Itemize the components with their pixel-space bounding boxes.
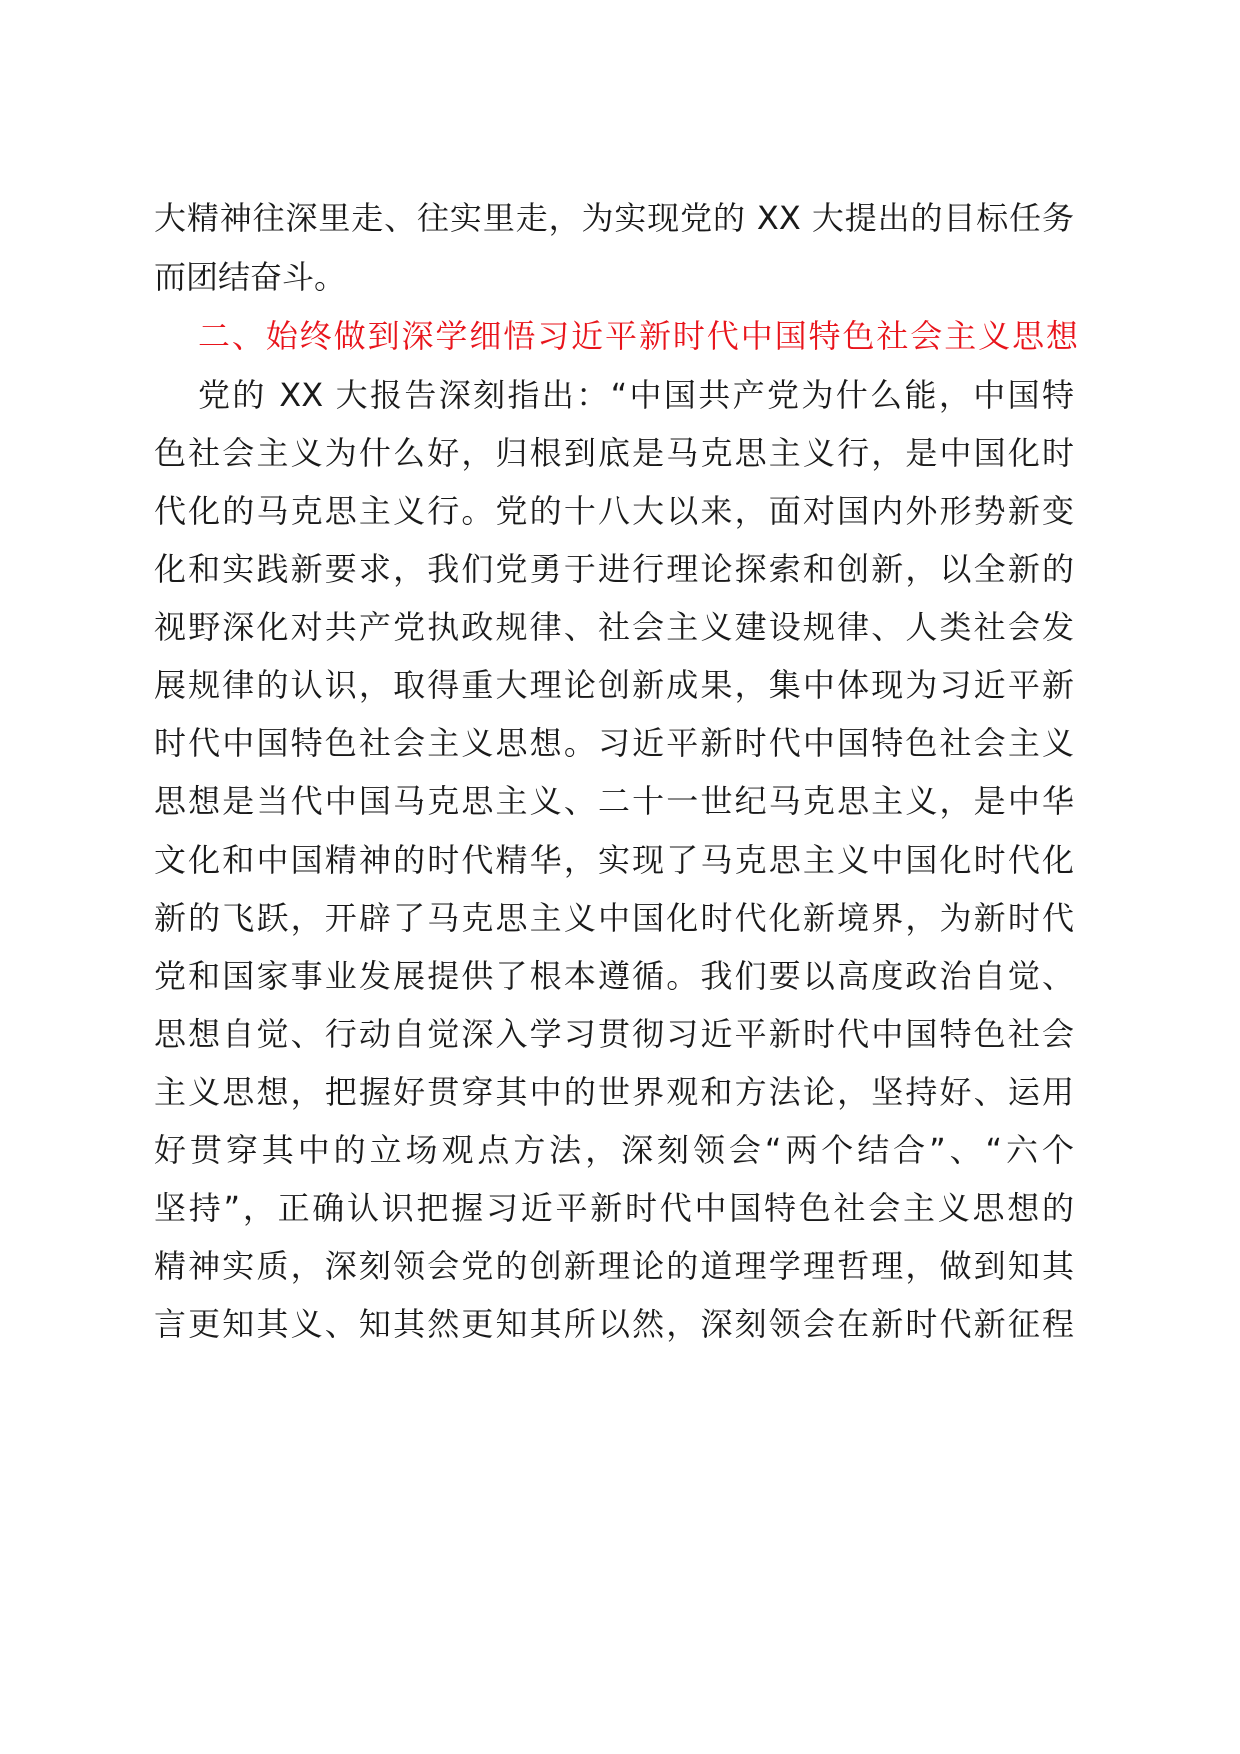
text-line: 时代中国特色社会主义思想。习近平新时代中国特色社会主义 <box>154 724 1074 762</box>
section-heading: 二、始终做到深学细悟习近平新时代中国特色社会主义思想 <box>198 317 1078 355</box>
text-line: 代化的马克思主义行。党的十八大以来，面对国内外形势新变 <box>154 492 1074 530</box>
text-line: 思想自觉、行动自觉深入学习贯彻习近平新时代中国特色社会 <box>154 1015 1074 1053</box>
text-line: 党和国家事业发展提供了根本遵循。我们要以高度政治自觉、 <box>154 957 1074 995</box>
text-line: 好贯穿其中的立场观点方法，深刻领会“两个结合”、“六个 <box>154 1131 1074 1169</box>
text-line: 文化和中国精神的时代精华，实现了马克思主义中国化时代化 <box>154 841 1074 879</box>
text-line: 而团结奋斗。 <box>154 258 347 296</box>
text-line: 色社会主义为什么好，归根到底是马克思主义行，是中国化时 <box>154 434 1074 472</box>
text-line: 党的 XX 大报告深刻指出：“中国共产党为什么能，中国特 <box>198 376 1074 414</box>
text-line: 视野深化对共产党执政规律、社会主义建设规律、人类社会发 <box>154 608 1074 646</box>
text-line: 精神实质，深刻领会党的创新理论的道理学理哲理，做到知其 <box>154 1247 1074 1285</box>
text-line: 化和实践新要求，我们党勇于进行理论探索和创新，以全新的 <box>154 550 1074 588</box>
text-line: 新的飞跃，开辟了马克思主义中国化时代化新境界，为新时代 <box>154 899 1074 937</box>
text-line: 展规律的认识，取得重大理论创新成果，集中体现为习近平新 <box>154 666 1074 704</box>
text-line: 言更知其义、知其然更知其所以然，深刻领会在新时代新征程 <box>154 1305 1074 1343</box>
text-line: 坚持”，正确认识把握习近平新时代中国特色社会主义思想的 <box>154 1189 1074 1227</box>
text-line: 大精神往深里走、往实里走，为实现党的 XX 大提出的目标任务 <box>154 199 1074 237</box>
text-line: 思想是当代中国马克思主义、二十一世纪马克思主义，是中华 <box>154 782 1074 820</box>
text-line: 主义思想，把握好贯穿其中的世界观和方法论，坚持好、运用 <box>154 1073 1074 1111</box>
